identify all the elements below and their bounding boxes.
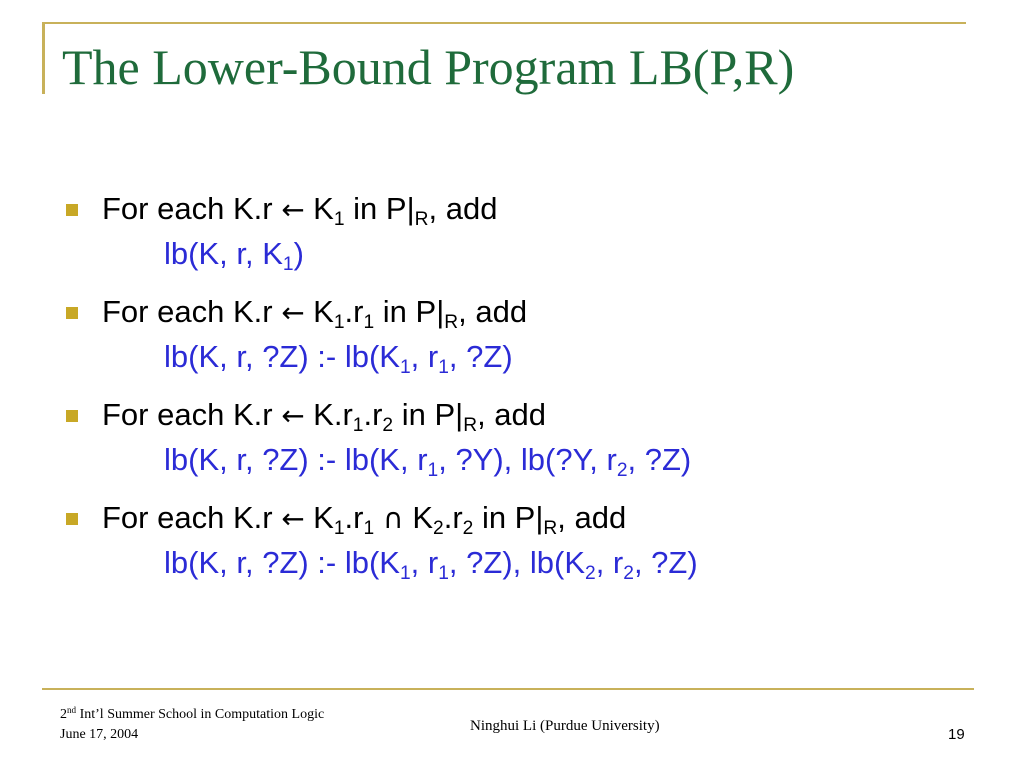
rule-line: For each K.r ← $K_1$ in $P|_R$, add: [62, 186, 982, 233]
footer-event-name: 2nd Int’l Summer School in Computation Logic: [60, 705, 325, 722]
footer-event: [60, 705, 324, 745]
page-number: 19: [948, 726, 965, 743]
footer-date: June 17, 2004: [60, 727, 139, 742]
left-arrow-symbol: ←: [281, 296, 305, 329]
bullet-item-2: [62, 289, 982, 378]
footer-rule: [42, 688, 974, 690]
bullet-item-3: [62, 392, 982, 481]
rule-line: For each K.r ← $K_1.r_1$ ∩ $K_2.r_2$ in $P|_R$, add: [62, 495, 982, 542]
square-bullet-icon: [66, 513, 78, 525]
lb-clause: lb(K, r, $K_1$): [164, 236, 304, 276]
slide-title: The Lower-Bound Program LB(P,R): [62, 39, 795, 95]
left-arrow-symbol: ←: [281, 399, 305, 432]
bullet-item-1: [62, 186, 982, 275]
left-arrow-symbol: ←: [281, 193, 305, 226]
lb-clause: lb(K, r, ?Z) :- $lb(K_1$, $r_1$, ?Z), $lb(K_2$, $r_2$, ?Z): [164, 545, 698, 585]
footer-author: Ninghui Li (Purdue University): [470, 718, 660, 734]
square-bullet-icon: [66, 204, 78, 216]
rule-line: For each K.r ← $K_1.r_1$ in $P|_R$, add: [62, 289, 982, 336]
bullet-item-4: [62, 495, 982, 584]
rule-line: For each K.r ← $K.r_1.r_2$ in $P|_R$, add: [62, 392, 982, 439]
intersection-symbol: ∩: [374, 502, 413, 535]
bullet-list: [62, 186, 982, 598]
left-rule: [42, 22, 45, 94]
square-bullet-icon: [66, 307, 78, 319]
top-rule: [42, 22, 966, 24]
lb-clause: lb(K, r, ?Z) :- $lb(K_1$, $r_1$, ?Z): [164, 339, 513, 379]
left-arrow-symbol: ←: [281, 502, 305, 535]
lb-clause: lb(K, r, ?Z) :- lb(K, $r_1$, ?Y), lb(?Y, $r_2$, ?Z): [164, 442, 692, 482]
square-bullet-icon: [66, 410, 78, 422]
